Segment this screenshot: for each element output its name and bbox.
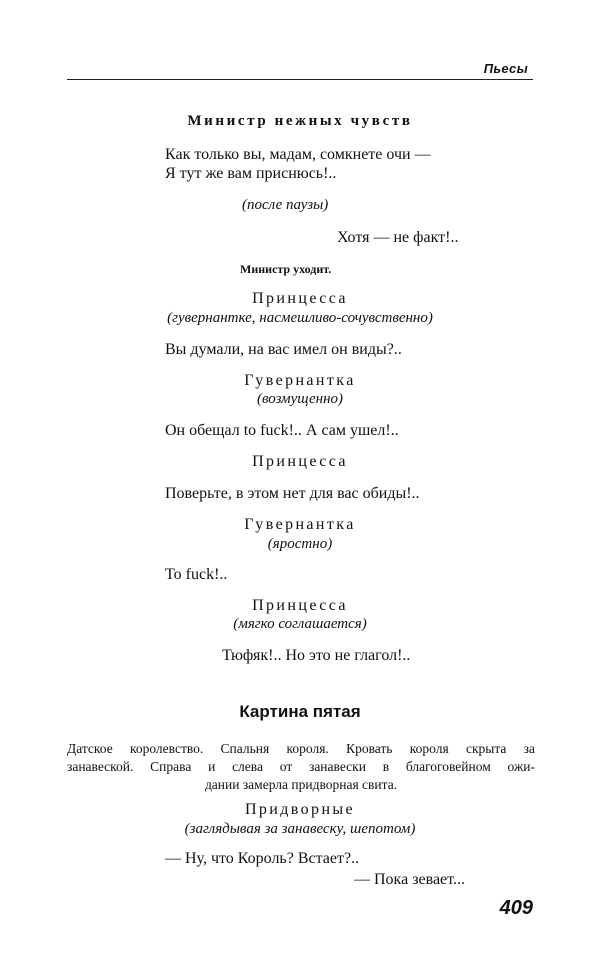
stage-direction-line-3: дании замерла придворная свита. <box>204 777 398 792</box>
running-title: Пьесы <box>483 61 528 76</box>
governess-line-1: Он обещал to fuck!.. А сам ушел!.. <box>165 422 399 439</box>
governess-line-2: To fuck!.. <box>165 566 228 583</box>
speaker-princess-3: Принцесса <box>252 597 348 614</box>
courtiers-remark: (заглядывая за занавеску, шепотом) <box>184 821 416 837</box>
princess-remark-1: (гувернантке, насмешливо-сочувственно) <box>167 310 433 326</box>
princess-line-1: Вы думали, на вас имел он виды?.. <box>165 341 402 358</box>
governess-remark-2: (яростно) <box>267 536 333 552</box>
speaker-governess-1: Гувернантка <box>244 372 356 389</box>
stage-direction-line-2: занавеской. Справа и слева от занавески в благоговейном ожи- <box>67 759 535 774</box>
header-rule <box>67 79 533 80</box>
minister-line-1: Как только вы, мадам, сомкнете очи — <box>165 146 431 163</box>
minister-remark: (после паузы) <box>242 197 329 213</box>
stage-exit: Министр уходит. <box>240 262 332 276</box>
minister-line-2: Я тут же вам приснюсь!.. <box>165 165 337 182</box>
stage-direction <box>67 740 535 794</box>
princess-line-3: Тюфяк!.. Но это не глагол!.. <box>222 647 411 664</box>
stage-direction-line-1: Датское королевство. Спальня короля. Кровать короля скрыта за <box>67 741 535 756</box>
scene-title: Картина пятая <box>239 702 361 721</box>
courtiers-line-2: — Пока зевает... <box>354 871 465 888</box>
speaker-minister: Министр нежных чувств <box>187 113 413 129</box>
speaker-princess-1: Принцесса <box>252 290 348 307</box>
courtiers-line-1: — Ну, что Король? Встает?.. <box>165 850 360 867</box>
princess-remark-3: (мягко соглашается) <box>233 616 367 632</box>
page-number: 409 <box>499 897 533 919</box>
speaker-princess-2: Принцесса <box>252 453 348 470</box>
governess-remark-1: (возмущенно) <box>256 391 344 407</box>
speaker-governess-2: Гувернантка <box>244 516 356 533</box>
speaker-courtiers: Придворные <box>244 801 356 818</box>
minister-line-3: Хотя — не факт!.. <box>337 229 459 246</box>
princess-line-2: Поверьте, в этом нет для вас обиды!.. <box>165 485 420 502</box>
